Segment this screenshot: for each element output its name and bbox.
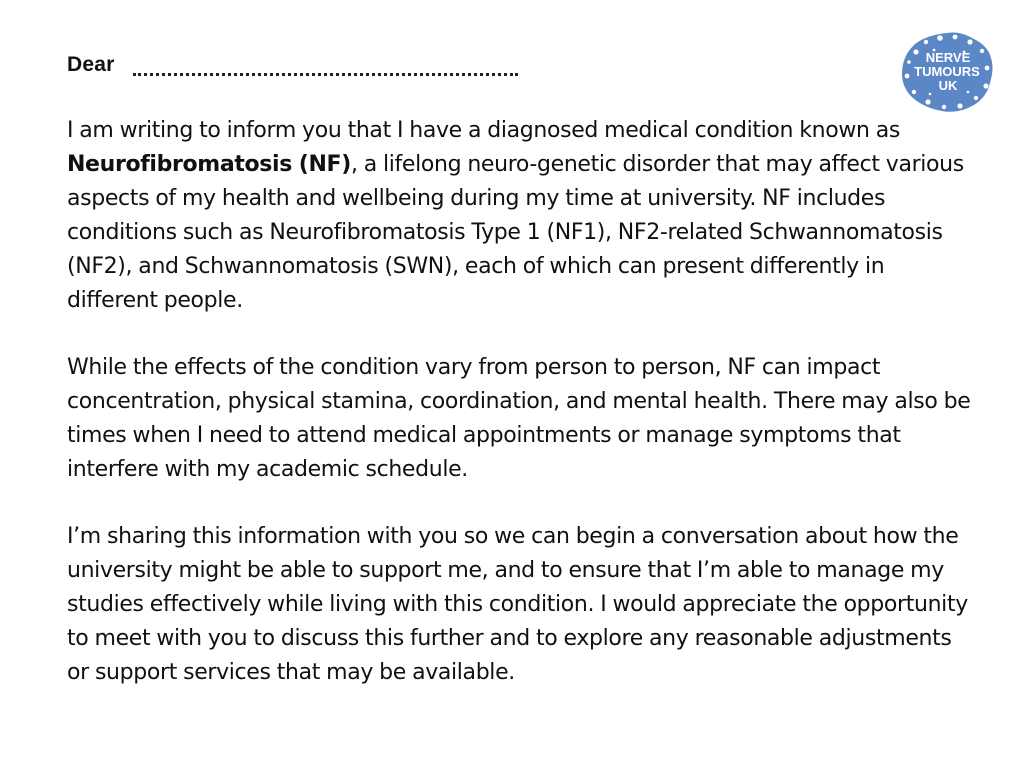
paragraph-1-intro: I am writing to inform you that I have a diagnosed medical condition known as: [67, 118, 900, 143]
logo-text-line1: NERVE: [925, 50, 971, 65]
paragraph-2: While the effects of the condition vary from person to person, NF can impact concentration, physical stamina, coordination, and mental health. There may also be times when I need to attend medical appointments or manage symptoms that interfere with my academic schedule.: [67, 355, 971, 482]
nerve-tumours-uk-logo: [900, 30, 994, 114]
logo-text-line2: TUMOURS: [914, 64, 980, 79]
recipient-name-blank[interactable]: [133, 73, 518, 76]
paragraph-1: [67, 114, 977, 318]
letter-body: [67, 114, 977, 723]
salutation: Dear: [67, 53, 115, 76]
paragraph-1-rest: , a lifelong neuro-genetic disorder that may affect various aspects of my health and wellbeing during my time at university. NF includes conditions such as Neurofibromatosis Type 1 (NF1), NF2-related Schwannomatosis (NF2), and Schwannomatosis (SWN), each of which can present differently in different people.: [67, 152, 964, 313]
condition-name: Neurofibromatosis (NF): [67, 152, 351, 177]
logo-text-line3: UK: [938, 78, 958, 93]
paragraph-3: I’m sharing this information with you so we can begin a conversation about how the university might be able to support me, and to ensure that I’m able to manage my studies effectively while living with this condition. I would appreciate the opportunity to meet with you to discuss this further and to explore any reasonable adjustments or support services that may be available.: [67, 524, 968, 685]
